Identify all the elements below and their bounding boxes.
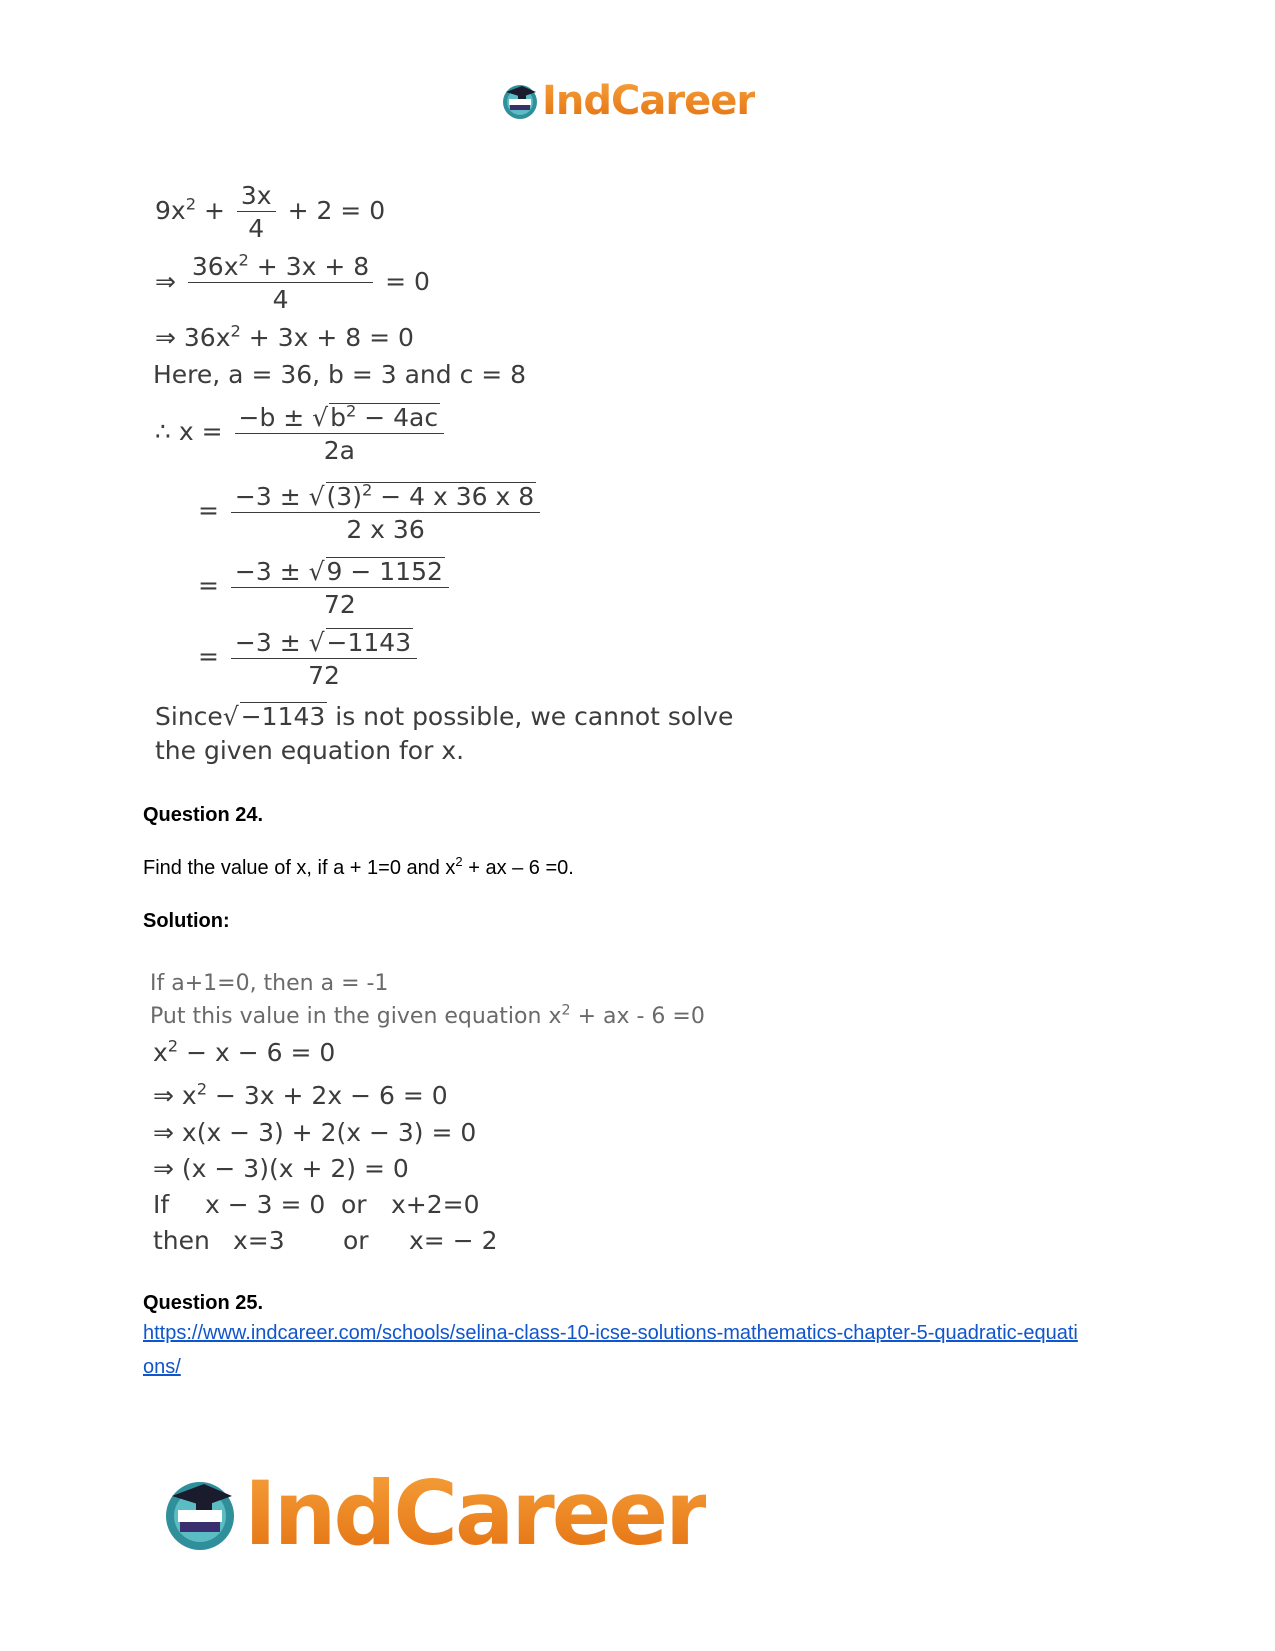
math-line-6: = $\frac{-3 \pm √(3)^2 - 4 x 36 x 8}{2 x 36}$ xyxy=(198,482,544,542)
top-logo xyxy=(500,78,755,124)
math-line-10: the given equation for x. xyxy=(155,736,465,765)
question-25-heading: Question 25. xyxy=(143,1292,264,1314)
sol24-line-8: then x=3 or x= − 2 xyxy=(153,1226,498,1255)
math-line-3: ⇒ $36x^2 + 3x + 8 = 0$ xyxy=(155,321,414,352)
sol24-line-7: If x − 3 = 0 or x+2=0 xyxy=(153,1190,480,1219)
math-line-7: = $\frac{-3 \pm √9 - 1152}{72}$ xyxy=(198,557,453,617)
math-line-2: ⇒ $\frac{36x^2 + 3x + 8}{4}$ = 0 xyxy=(155,250,430,314)
sol24-line-5: ⇒ x(x − 3) + 2(x − 3) = 0 xyxy=(153,1118,477,1147)
math-line-4: Here, a = 36, b = 3 and c = 8 xyxy=(153,360,527,389)
question-24-heading: Question 24. xyxy=(143,804,264,826)
graduation-globe-icon xyxy=(500,81,540,121)
sol24-line-1: If a+1=0, then a = -1 xyxy=(150,971,389,996)
brand-wordmark: IndCareer xyxy=(542,78,756,124)
graduation-globe-icon xyxy=(160,1474,240,1554)
math-line-8: = $\frac{-3 \pm √-1143}{72}$ xyxy=(198,628,421,688)
solution-label: Solution: xyxy=(143,910,230,932)
brand-wordmark-large: IndCareer xyxy=(244,1462,706,1565)
math-line-1: $9x^2$ + $\frac{3x}{4}$ + 2 = 0 xyxy=(155,181,386,243)
question-24-text: Find the value of x, if a + 1=0 and $x^2$ + ax – 6 =0. xyxy=(143,854,574,879)
math-line-5: ∴ x = $\frac{-b \pm √b^2 - 4ac}{2a}$ xyxy=(155,403,448,463)
sol24-line-3: $x^2 - x - 6 = 0$ xyxy=(153,1036,336,1067)
sol24-line-6: ⇒ (x − 3)(x + 2) = 0 xyxy=(153,1154,409,1183)
math-line-9: Since√−1143 is not possible, we cannot solve xyxy=(155,702,734,731)
bottom-logo xyxy=(160,1462,706,1565)
sol24-line-2: Put this value in the given equation $x^2$ + ax - 6 =0 xyxy=(150,1002,705,1029)
source-link[interactable]: https://www.indcareer.com/schools/selina-class-10-icse-solutions-mathematics-chapter-5-quadratic-equations/ xyxy=(143,1322,1078,1378)
sol24-line-4: ⇒ $x^2 - 3x + 2x - 6 = 0$ xyxy=(153,1079,448,1110)
